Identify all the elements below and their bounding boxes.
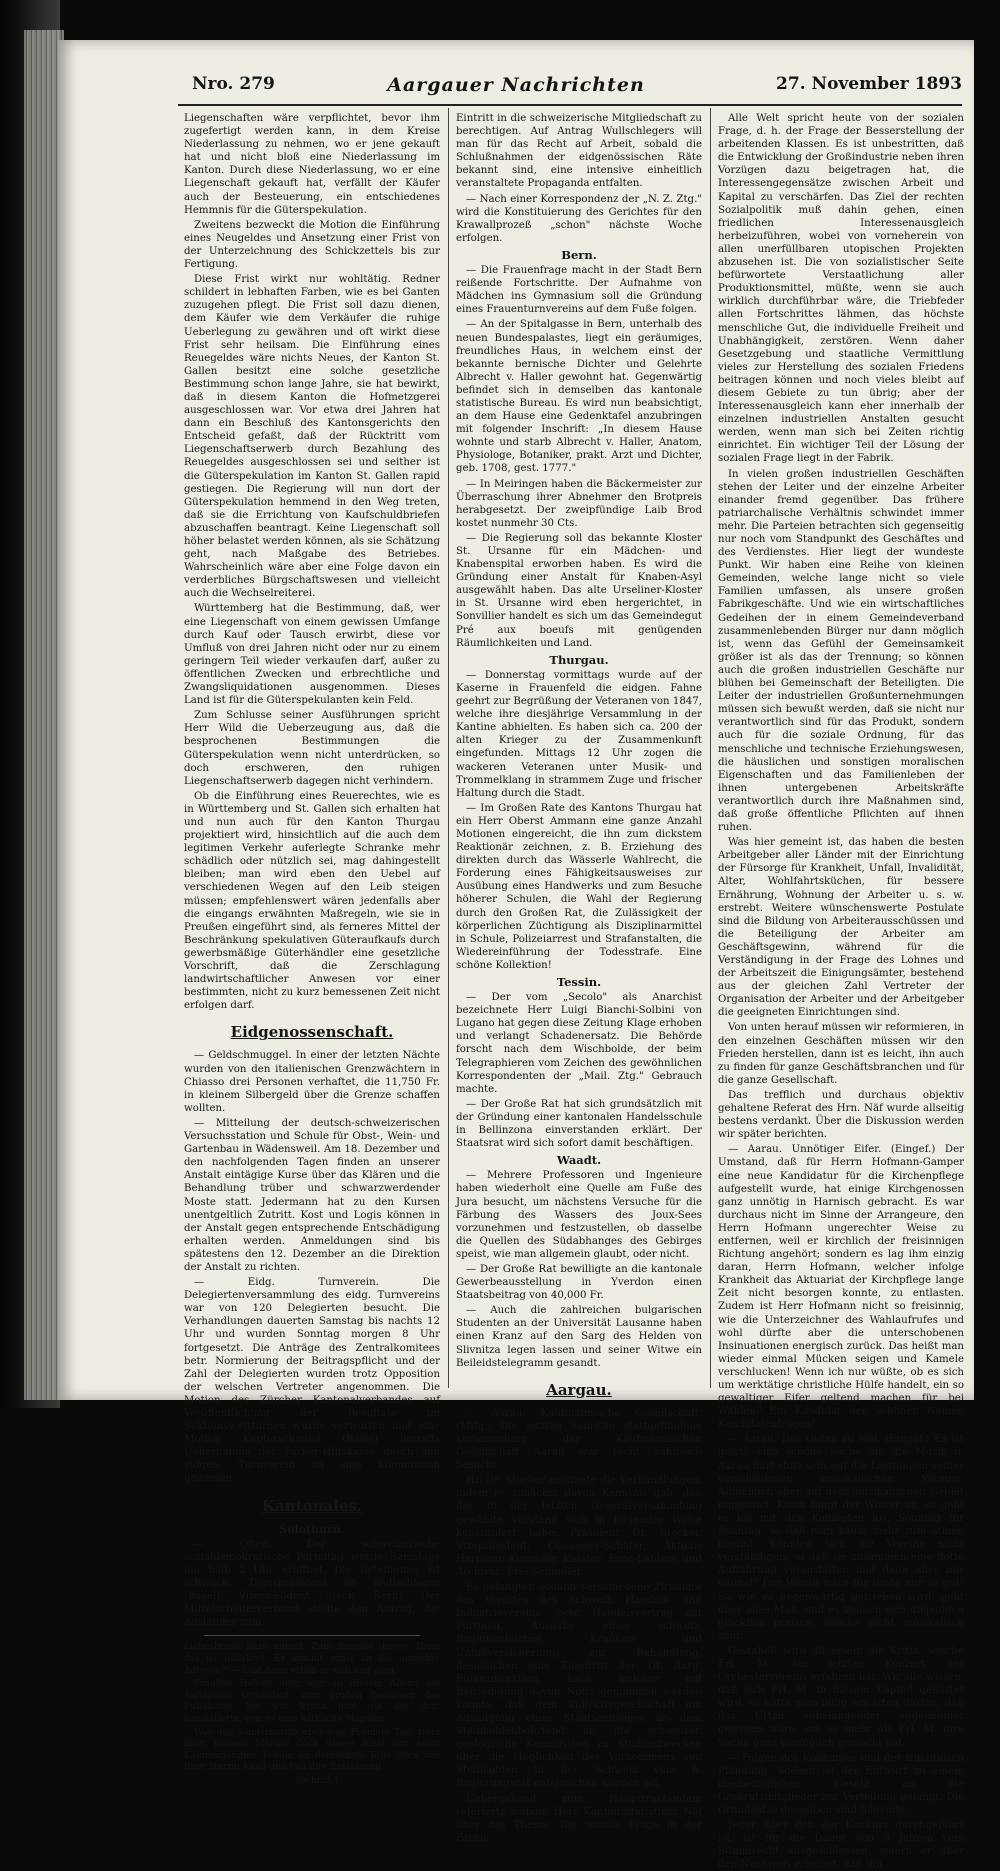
paragraph: Zweitens bezweckt die Motion die Einführung eines Neugeldes und Ansetzung einer Frist von der Unterzeichnung des Schickzettels bis zur Fertigung. [184, 219, 440, 271]
paragraph: Diese Frist wirkt nur wohltätig. Redner schildert in lebhaften Farben, wie es bei Ganten zuzugehen pflegt. Die Frist soll dazu dienen, dem Käufer wie dem Verkäufer die ruhige Ueberlegung zu gewähren und oft wirkt diese Frist sehr heilsam. Die Einführung eines Reuegeldes wäre nichts Neues, der Kanton St. Gallen besitzt eine solche gesetzliche Bestimmung schon lange Jahre, sie hat bewirkt, daß in diesem Kanton die Hofmetzgerei ausgeschlossen war. Vor etwa drei Jahren hat dann ein Beschluß des Kantonsgerichts den Entscheid gefaßt, daß der Rücktritt vom Liegenschaftserwerb durch Bezahlung des Reuegeldes ausgeschlossen sei und seither ist die Güterspekulation im Kanton St. Gallen rapid gestiegen. Die Regierung will nun dort der Güterspekulation hemmend in den Weg treten, daß sie die Errichtung von Kaufschuldbriefen abzuschaffen beantragt. Keine Liegenschaft soll höher belastet werden können, als sie Schätzung geht, nach Maßgabe des Betriebes. Wahrscheinlich wäre aber eine Folge davon ein verderbliches Bürgschaftswesen und vielleicht auch die Wechselreiterei. [184, 274, 440, 600]
column-divider [448, 108, 449, 1388]
feuilleton-text: Was das Sonderbarste aber war, Fräulein Tini, trotz ihrer kleinen Mängel doch dieses Ideal von einer Kammerjungfer, bekam an demselben Tage noch von ihrer Herrin Knall und Fall ihre Entlassung. [184, 1727, 440, 1773]
newspaper-title: Aargauer Nachrichten [387, 74, 645, 96]
news-item: — Die Frauenfrage macht in der Stadt Bern reißende Fortschritte. Der Aufnahme von Mädchen ins Gymnasium soll die Gründung eines Frauenturnvereins auf dem Fuße folgen. [456, 265, 702, 316]
section-heading: Eidgenossenschaft. [230, 1023, 394, 1042]
subsection-heading: Solothurn. [279, 1522, 345, 1536]
feuilleton-divider [204, 1635, 420, 1636]
paragraph: Es gelangten sodann verschiedene Zirkulare des Vorortes des Schweiz. Handels- und Industrievereins (betr. Handelsvertrag mit Portugal, Ausgabe eines schweiz. Regionenbuches, Kranken- und Unfallversicherung) zur Behandlung; desgleichen eine Zuschrift der Tit. Aarg. Finanzdirektion, nach welcher mit Befriedigung davon Notiz genommen werden konnte, daß dem Kollektivgesellschaft um Ausfolgung eines Staatsbeitrages an dem Steinkohlenbohrfond an die schweizer. geologische Kommission zu Studienzwecken über die Möglichkeit des Vorkommens von Steinkohlen in der Schweiz vom h. Regierungsrat entsprochen worden sei. [456, 1582, 702, 1790]
issue-number: Nro. 279 [192, 74, 275, 94]
news-item: — Olten. Der schweizerische sozialdemokratische Parteitag wurde Samstags um halb 2 Uhr eröffnet. Die Beteiligung ist schwach. Tagespräsident ist Wullschleger (Basel), Vizepräsident Steck (Bern). Der Mittelarbeiterverband stellte den Antrag, die Ausländer zum [184, 1538, 440, 1629]
feuilleton-text: Fräulein Helene aber war an diesem Abend am Aufstreten verhindert, zum großen Bedauern des Publikums. Sie war krank und wie der Arzt konstatierte, war es eine wirkliche Migräne. [184, 1679, 440, 1724]
paragraph: Uebergehend zum Haupttraktandum referierte sodann Herr Kantonsstatistiker Näf über das Thema: Die soziale Frage in der Fabrik. [456, 1793, 702, 1844]
section-heading: Aargau. [546, 1380, 612, 1399]
header-rule [178, 104, 962, 106]
paragraph: Eintritt in die schweizerische Mitgliedschaft zu berechtigen. Auf Antrag Wullschlegers will man für das Recht auf Arbeit, sobald die Schlußnahmen der eidgenössischen Räte bekannt sind, eine intensive einheitlich veranstaltete Propaganda entfalten. [456, 113, 702, 190]
news-item: — Mitteilung der deutsch-schweizerischen Versuchsstation und Schule für Obst-, Wein- und Gartenbau in Wädensweil. Am 18. Dezember und den nachfolgenden Tagen finden an unserer Anstalt eintägige Kurse über das Klären und die Behandlung trüber und schwarzwerdender Moste statt. Jedermann hat zu den Kursen unentgeltlich Zutritt. Kost und Logis können in der Anstalt gegen entsprechende Entschädigung erhalten werden. Anmeldungen sind bis spätestens den 12. Dezember an die Direktion der Anstalt zu richten. [184, 1117, 440, 1273]
issue-date: 27. November 1893 [776, 74, 962, 94]
paragraph: Was hier gemeint ist, das haben die besten Arbeitgeber aller Länder mit der Einrichtung der Fürsorge für Krankheit, Unfall, Invalidität, Alter, Wohlfahrtsküchen, für bessere Ernährung, Wohnung der Arbeiter u. s. w. erstrebt. Weitere wünschenswerte Postulate sind die Bildung von Arbeiterausschüssen und die Beteiligung der Arbeiter am Geschäftsgewinn, während für die Verständigung in der Frage des Lohnes und der Arbeitszeit die Einigungsämter, bestehend aus der gleichen Zahl Vertreter der Organisation der Arbeiter und der Arbeitgeber die geeigneten Einrichtungen sind. [718, 837, 964, 1019]
news-item: — Aarau. Des Guten zu viel. (Eingef.) Es ist gewiß eine schöne Sache um die Musik u. Aarau darf stolz sein auf die Leistungen seiner verschiedenen musikalischen Vereine. Allmählich aber auf dem musikalischen Gebiet ungesund. Kaum fängt der Winter an, so geht es los mit den Konzerten los, Sonntag für Sonntag, so daß man kaum mehr zum atmen kommt. Könnten sich die Vereine nicht verständigen, so daß sie zusammen eine flotte Aufführung veranstalten und dann aber nur einmal? Der Verein wäre für beide nur so gut! So wie es gegenwärtig getrieben wird, geht über alles Maß, und es können sich diejenigen glücklich preisen, welche nicht musikalisch sind. [718, 1434, 964, 1642]
feuilleton-text: Liebesbriefe bazu nimmt. Zum Beispiel dieses. Denn das ist indiskret. Er kommt sonst an die unrechte Adresse!" — Und dann erhob er sich und ging. [184, 1642, 440, 1676]
paragraph: Von unten herauf müssen wir reformieren, in den einzelnen Geschäften müssen wir den Frieden herstellen, dann ist es leicht, ihn auch zu finden für ganze Geschäftsbranchen und für die ganze Gesellschaft. [718, 1022, 964, 1086]
news-item: — Geldschmuggel. In einer der letzten Nächte wurden von den italienischen Grenzwächtern in Chiasso drei Personen verhaftet, die 11,750 Fr. in kleinem Silbergeld über die Grenze schaffen wollten. [184, 1050, 440, 1114]
subsection-heading: Thurgau. [549, 652, 609, 667]
paragraph: Zum Schlusse seiner Ausführungen spricht Herr Wild die Ueberzeugung aus, daß die besprochenen Bestimmungen die Güterspekulation wenn nicht unterdrücken, so doch erschweren, den ruhigen Liegenschaftserwerb dagegen nicht verhindern. [184, 710, 440, 787]
subsection-heading: Waadt. [556, 1153, 602, 1168]
news-item: — Die Regierung soll das bekannte Kloster St. Ursanne für ein Mädchen- und Knabenspital erworben haben. Es wird die Gründung einer Anstalt für Knaben-Asyl ausgewählt haben. Das alte Urseliner-Kloster in St. Ursanne wird eben hergerichtet, in Sonvillier handelt es sich um das Gemeindegut Pré aux boeufs mit genügenden Räumlichkeiten und Land. [456, 532, 702, 649]
paragraph: In vielen großen industriellen Geschäften stehen der Leiter und der einzelne Arbeiter einander fremd gegenüber. Das frühere patriarchalische Verhältnis schwindet immer mehr. Die Parteien betrachten sich gegenseitig nur noch vom Standpunkt des Geschäftes und des Verdienstes. Hier liegt der wundeste Punkt. Wir haben eine Reihe von kleinen Gemeinden, welche lange nicht so viele Familien umfassen, als unsere großen Fabrikgeschäfte. Und wie ein wirtschaftliches Gedeihen der in einem Gemeindeverband zusammenlebenden Bürger nur dann möglich ist, wenn das Gefühl der Gemeinsamkeit größer ist als das der Trennung; so können auch die großen industriellen Geschäfte nur blühen bei Gemeinschaft der Beteiligten. Die Leiter der industriellen Großunternehmungen müssen sich bewußt werden, daß sie nicht nur verantwortlich sind für das Produkt, sondern auch für die soziale Ordnung, für das menschliche und technische Erziehungswesen, die häuslichen und sonstigen moralischen Eigenschaften und das Familienleben der ihnen untergebenen Arbeitskräfte verantwortlich durch ihre Maßnahmen sind, daß große öffentliche Pflichten auf ihnen ruhen. [718, 468, 964, 834]
paragraph: Württemberg hat die Bestimmung, daß, wer eine Liegenschaft von einem gewissen Umfange durch Kauf oder Tausch erwirbt, diese vor Umfluß von drei Jahren nicht oder nur zu einem geringern Teil wieder verkaufen darf, außer zu öffentlichen Zwecken und erbrechtliche und Zwangsliquidationen ausgenommen. Dieses Land ist für die Güterspekulanten kein Feld. [184, 603, 440, 707]
subsection-heading: Tessin. [556, 975, 602, 989]
news-item: — Der vom „Secolo" als Anarchist bezeichnete Herr Luigi Bianchi-Solbini von Lugano hat gegen diese Zeitung Klage erhoben und verlangt Schadenersatz. Die Behörde forscht nach dem Wischbolde, der beim Telegraphieren vom Zeichen des gewöhnlichen Korrespondenten der „Mail. Ztg." Gebrauch machte. [456, 992, 702, 1095]
section-heading: Kantonales. [261, 1496, 363, 1515]
paragraph: Gestabelt wird allgemein die Kritik, welche Frl. M. am letzten Konzert des Orchestervereins erfahren hat. Wir alle wissen, daß sich Frl. M. in diesem Kapitel geleistet wird, so hätte man billig erwarten dürfen, daß das Urteil anbelangender angenehmer gewesen wäre, um so mehr als Frl. M. ihre Sache ganz vorzüglich gemacht hat. [718, 1645, 964, 1749]
paragraph: Das trefflich und durchaus objektiv gehaltene Referat des Hrn. Näf wurde allseitig bestens verdankt. Über die Diskussion werden wir später berichten. [718, 1089, 964, 1141]
news-item: — In Meiringen haben die Bäckermeister zur Überraschung ihrer Abnehmer den Brotpreis herabgesetzt. Der zweipfündige Laib Brod kostet nunmehr 30 Cts. [456, 478, 702, 529]
newspaper-page [58, 40, 974, 1871]
subsection-heading: Bern. [561, 247, 597, 262]
news-item: — Im Großen Rate des Kantons Thurgau hat ein Herr Oberst Ammann eine ganze Anzahl Motionen eingereicht, die ihn zum dickstem Reaktionär zeichnen, z. B. Erziehung des direkten durch das Wässerle Wahlrecht, die Forderung eines Fähigkeitsausweises zur Ausübung eines Handwerks und zum Besuche höherer Schulen, die Wahl der Regierung durch den Großen Rat, die Zulässigkeit der körperlichen Züchtigung als Disziplinarmittel in Schule, Polizeiarrest und Strafanstalten, die Wiedereinführung der Todesstrafe. Eine schöne Kollektion! [456, 802, 702, 971]
news-item: — Aarau. Kaufmännische Gesellschaft. (Mitg.) Die letzten Samstag stattgefundene Versammlung der Kaufmännischen Gesellschaft Aarau war recht zahlreich besucht. [456, 1407, 702, 1472]
paragraph: Jeder, über den der Konkurs durchgeführt ist, ist für die Dauer von 3 Jahren vom Stimmrecht ausgeschlossen, sofern er über den Nachweis erbringt, daß ihn [718, 1820, 964, 1871]
column-2 [456, 112, 702, 1844]
column-3 [718, 112, 964, 1871]
column-divider [710, 108, 711, 1388]
news-item: — Folgen des Konkurses und der fruchtlosen Pfändung. Soeben ist der Entwurf zu einem diesbezüglichen Gesetz an die Großratsmitglieder zur Verteilung gelangt. Die Grundsätze desselben sind folgende: [718, 1752, 964, 1816]
paragraph: Hr. Dr. Stocker eröffnete die Verhandlungen, indem er zunächst davon Kenntnis gab, daß der in der letzten Generalversammlung gewählte Vorstand sich in folgender Weise konstituiert habe: Präsident Dr. Stocker, Vizepräsident: Oboussier-Schäfer, Aktuar: Hermann Kummler, Kassier: Erne-Leblanc und Archivar: Frei-Schindler. [456, 1475, 702, 1578]
masthead [70, 74, 962, 102]
news-item: — Auch die zahlreichen bulgarischen Studenten an der Universität Lausanne haben einen Kranz auf den Sarg des Helden von Slivnitza legen lassen und seiner Witwe ein Beileidstelegramm gesandt. [456, 1305, 702, 1369]
news-item: — An der Spitalgasse in Bern, unterhalb des neuen Bundespalastes, liegt ein geräumiges, freundliches Haus, in welchem einst der bekannte bernische Dichter und Gelehrte Albrecht v. Haller gewohnt hat. Gegenwärtig befindet sich in demselben das kantonale statistische Bureau. Es wird nun beabsichtigt, an dem Hause eine Gedenktafel anzubringen mit folgender Inschrift: „In diesem Hause wohnte und starb Albrecht v. Haller, Anatom, Physiologe, Botaniker, prakt. Arzt und Dichter, geb. 1708, gest. 1777." [456, 319, 702, 475]
news-item: — Mehrere Professoren und Ingenieure haben wiederholt eine Quelle am Fuße des Jura besucht, um nächstens Versuche für die Färbung des Wassers des Joux-Sees vorzunehmen und festzustellen, ob dasselbe die Quellen des Südabhanges des Gebirges speist, wie man allgemein glaubt, oder nicht. [456, 1170, 702, 1260]
news-item: — Donnerstag vormittags wurde auf der Kaserne in Frauenfeld die eidgen. Fahne geehrt zur Begrüßung der Veteranen von 1847, welche ihre diesjährige Versammlung in der Kantine abhielten. Es haben sich ca. 200 der alten Krieger zu der Zusammenkunft eingefunden. Mittags 12 Uhr zogen die wackeren Veteranen unter Musik- und Trommelklang in strammem Zuge und frischer Haltung durch die Stadt. [456, 669, 702, 799]
news-item: — Der Große Rat bewilligte an die kantonale Gewerbeausstellung in Yverdon einen Staatsbeitrag von 40,000 Fr. [456, 1263, 702, 1302]
news-item: — Eidg. Turnverein. Die Delegiertenversammlung des eidg. Turnvereins war von 120 Delegierten besucht. Die Verhandlungen dauerten Samstag bis nachts 12 Uhr und wurden Sonntag morgen 8 Uhr fortgesetzt. Die Anträge des Zentralkomitees betr. Normierung der Beitragspflicht und der Zahl der Delegierten wurden trotz Opposition der welschen Vertreter angenommen. Die Motion des Zürcher Kantonalverbandes auf Veröffentlichung der Resultate im Sektionswettturnen wurde verworfen und eine Motion Kupferschmied (Basel) betreffs Uebernahme der Turner-Hilfskasse durch den eidgen. Turnverein an eine Kommission gewiesen. [184, 1277, 440, 1485]
news-item: — Der Große Rat hat sich grundsätzlich mit der Gründung einer kantonalen Handelsschule in Bellinzona einverstanden erklärt. Der Staatsrat wird sich sofort damit beschäftigen. [456, 1098, 702, 1150]
paragraph: Liegenschaften wäre verpflichtet, bevor ihm zugefertigt werden kann, in dem Kreise Niederlassung zu nehmen, wo er jene gekauft hat und nicht bloß eine Niederlassung im Kanton. Durch diese Niederlassung, wo er eine Liegenschaft gekauft hat, verfällt der Käufer auch der Besteuerung, ein entschiedenes Hemmnis für die Güterspekulation. [184, 113, 440, 216]
paragraph: Ob die Einführung eines Reuerechtes, wie es in Württemberg und St. Gallen sich erhalten hat und nun auch für den Kanton Thurgau projektiert wird, hinsichtlich auf die auch dem legitimen Verkehr auferlegte Schranke mehr schädlich oder nützlich sei, mag dahingestellt bleiben; man wird eben den Uebel auf verschiedenen Wegen auf den Leib steigen müssen; empfehlenswert wären jedenfalls aber die eingangs erwähnten Maßregeln, wie sie in Preußen eingeführt sind, als ferneres Mittel der Beschränkung spekulativen Güteraufkaufs durch gewerbsmäßige Güterhändler eine gesetzliche Vorschrift, daß die Zerschlagung landwirtschaftlicher Anwesen vor einer bestimmten, nicht zu kurz bemessenen Zeit nicht erfolgen darf. [184, 790, 440, 1012]
paragraph: Alle Welt spricht heute von der sozialen Frage, d. h. der Frage der Besserstellung der arbeitenden Klassen. Es ist unbestritten, daß die Entwicklung der Großindustrie neben ihren Vorzügen dazu beigetragen hat, die Interessengegensätze zwischen Arbeit und Kapital zu verschärfen. Das Ziel der rechten Sozialpolitik muß dahin gehen, einen friedlichen Interessenausgleich herbeizuführen, wobei von vorneherein von allen unerfüllbaren utopischen Projekten abzusehen ist. Die von sozialistischer Seite befürwortete Verstaatlichung aller Produktionsmittel, müßte, wenn sie auch wirklich durchführbar wäre, die Triebfeder allen Fortschrittes lähmen, das höchste menschliche Gut, die individuelle Freiheit und Unabhängigkeit, zerstören. Wenn daher Gesetzgebung und staatliche Vermittlung vieles zur Herstellung des sozialen Friedens beitragen können und noch vieles bleibt auf diesem Gebiete zu tun übrig; aber der Interessenausgleich kann eher innerhalb der einzelnen industriellen Anstalten gesucht werden, wenn man sich bei Zeiten richtig einrichtet. Ein wichtiger Teil der Lösung der sozialen Frage liegt in der Fabrik. [718, 113, 964, 465]
column-1 [184, 112, 440, 1786]
feuilleton-end: (Schluß.) [296, 1775, 338, 1786]
news-item: — Nach einer Korrespondenz der „N. Z. Ztg." wird die Konstituierung des Gerichtes für den Krawallprozeß „schon" nächste Woche erfolgen. [456, 193, 702, 244]
news-item: — Aarau. Unnötiger Eifer. (Eingef.) Der Umstand, daß für Herrn Hofmann-Gamper eine neue Kandidatur für die Kirchenpflege aufgestellt wurde, hat einige Kirchgenossen ganz unnötig in Harnisch gebracht. Es war durchaus nicht im Sinne der Arrangeure, den Herrn Hofmann ungerechter Weise zu entfernen, weil er kirchlich der freisinnigen Richtung angehört; sondern es lag ihm einzig daran, Herrn Hofmann, welcher infolge Krankheit das Aktuariat der Kirchpflege lange Zeit nicht besorgen konnte, zu entlasten. Zudem ist Herr Hofmann nicht so freisinnig, wie die Unterzeichner des Wahlaufrufes und wohl dürfte aber die unterschobenen Insinuationen energisch zurück. Das heißt man wieder einmal Mücken seigen und Kamele verschlucken! Wenn ich nur wüßte, ob es sich um werktätige christliche Hülfe handelt, ein so gewaltiger Eifer geltend machen für bei Wahlen? Ein Kandidat den schönen Namen Kandidatenfragen! [718, 1144, 964, 1431]
